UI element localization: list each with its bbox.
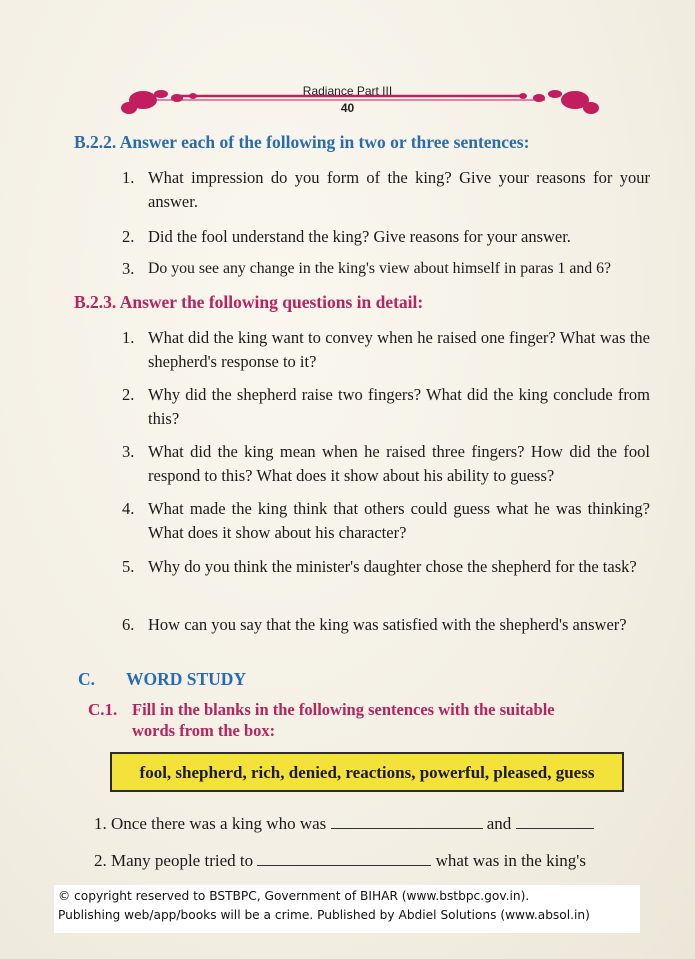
question-text: What impression do you form of the king? Give your reasons for your answer. <box>148 168 650 211</box>
page-number: 40 <box>340 101 355 115</box>
section-label-c1: C.1. <box>88 700 118 719</box>
question-text: What did the king mean when he raised three fingers? How did the fool respond to this? What does it show about his ability to guess? <box>148 442 650 485</box>
question-text: How can you say that the king was satisfied with the shepherd's answer? <box>148 615 627 634</box>
question-number: 4. <box>122 499 135 518</box>
section-label-c: C. <box>78 669 96 689</box>
question-text: What made the king think that others could guess what he was thinking? What does it show about his character? <box>148 499 650 542</box>
copyright-notice <box>54 885 640 933</box>
question-text: Did the fool understand the king? Give reasons for your answer. <box>148 227 571 246</box>
word-box: fool, shepherd, rich, denied, reactions, powerful, pleased, guess <box>110 752 624 792</box>
question-text: Why did the shepherd raise two fingers? What did the king conclude from this? <box>148 385 650 428</box>
item-text-part2: what was in the king's <box>435 851 586 870</box>
item-text-part2: and <box>486 814 512 833</box>
question-number: 1. <box>122 328 135 347</box>
question-number: 5. <box>122 557 135 576</box>
item-text-part1: Many people tried to <box>111 851 254 870</box>
item-number: 1. <box>94 814 107 833</box>
question-number: 3. <box>122 259 135 278</box>
question-number: 2. <box>122 385 135 404</box>
copyright-line2: Publishing web/app/books will be a crime. Published by Abdiel Solutions (www.absol.in) <box>58 908 590 922</box>
blank-line <box>257 853 431 866</box>
question-text: Why do you think the minister's daughter chose the shepherd for the task? <box>148 557 637 576</box>
blank-line <box>331 816 483 829</box>
question-number: 2. <box>122 227 135 246</box>
question-number: 1. <box>122 168 135 187</box>
item-number: 2. <box>94 851 107 870</box>
question-text: Do you see any change in the king's view about himself in paras 1 and 6? <box>148 260 612 277</box>
section-heading-word-study: WORD STUDY <box>126 669 247 689</box>
section-heading-b23: B.2.3. Answer the following questions in detail: <box>74 292 424 312</box>
c1-instruction-line1: Fill in the blanks in the following sentences with the suitable <box>132 700 555 719</box>
book-title: Radiance Part III <box>302 84 393 98</box>
question-text: What did the king want to convey when he raised one finger? What was the shepherd's response to it? <box>148 328 650 371</box>
fill-in-item <box>94 814 594 834</box>
copyright-line1: © copyright reserved to BSTBPC, Government of BIHAR (www.bstbpc.gov.in). <box>58 889 530 903</box>
question-number: 6. <box>122 615 135 634</box>
item-text-part1: Once there was a king who was <box>111 814 327 833</box>
blank-line <box>516 816 594 829</box>
fill-in-item <box>94 851 586 871</box>
section-heading-b22: B.2.2. Answer each of the following in two or three sentences: <box>74 132 530 152</box>
c1-instruction-line2: words from the box: <box>132 721 276 740</box>
question-number: 3. <box>122 442 135 461</box>
